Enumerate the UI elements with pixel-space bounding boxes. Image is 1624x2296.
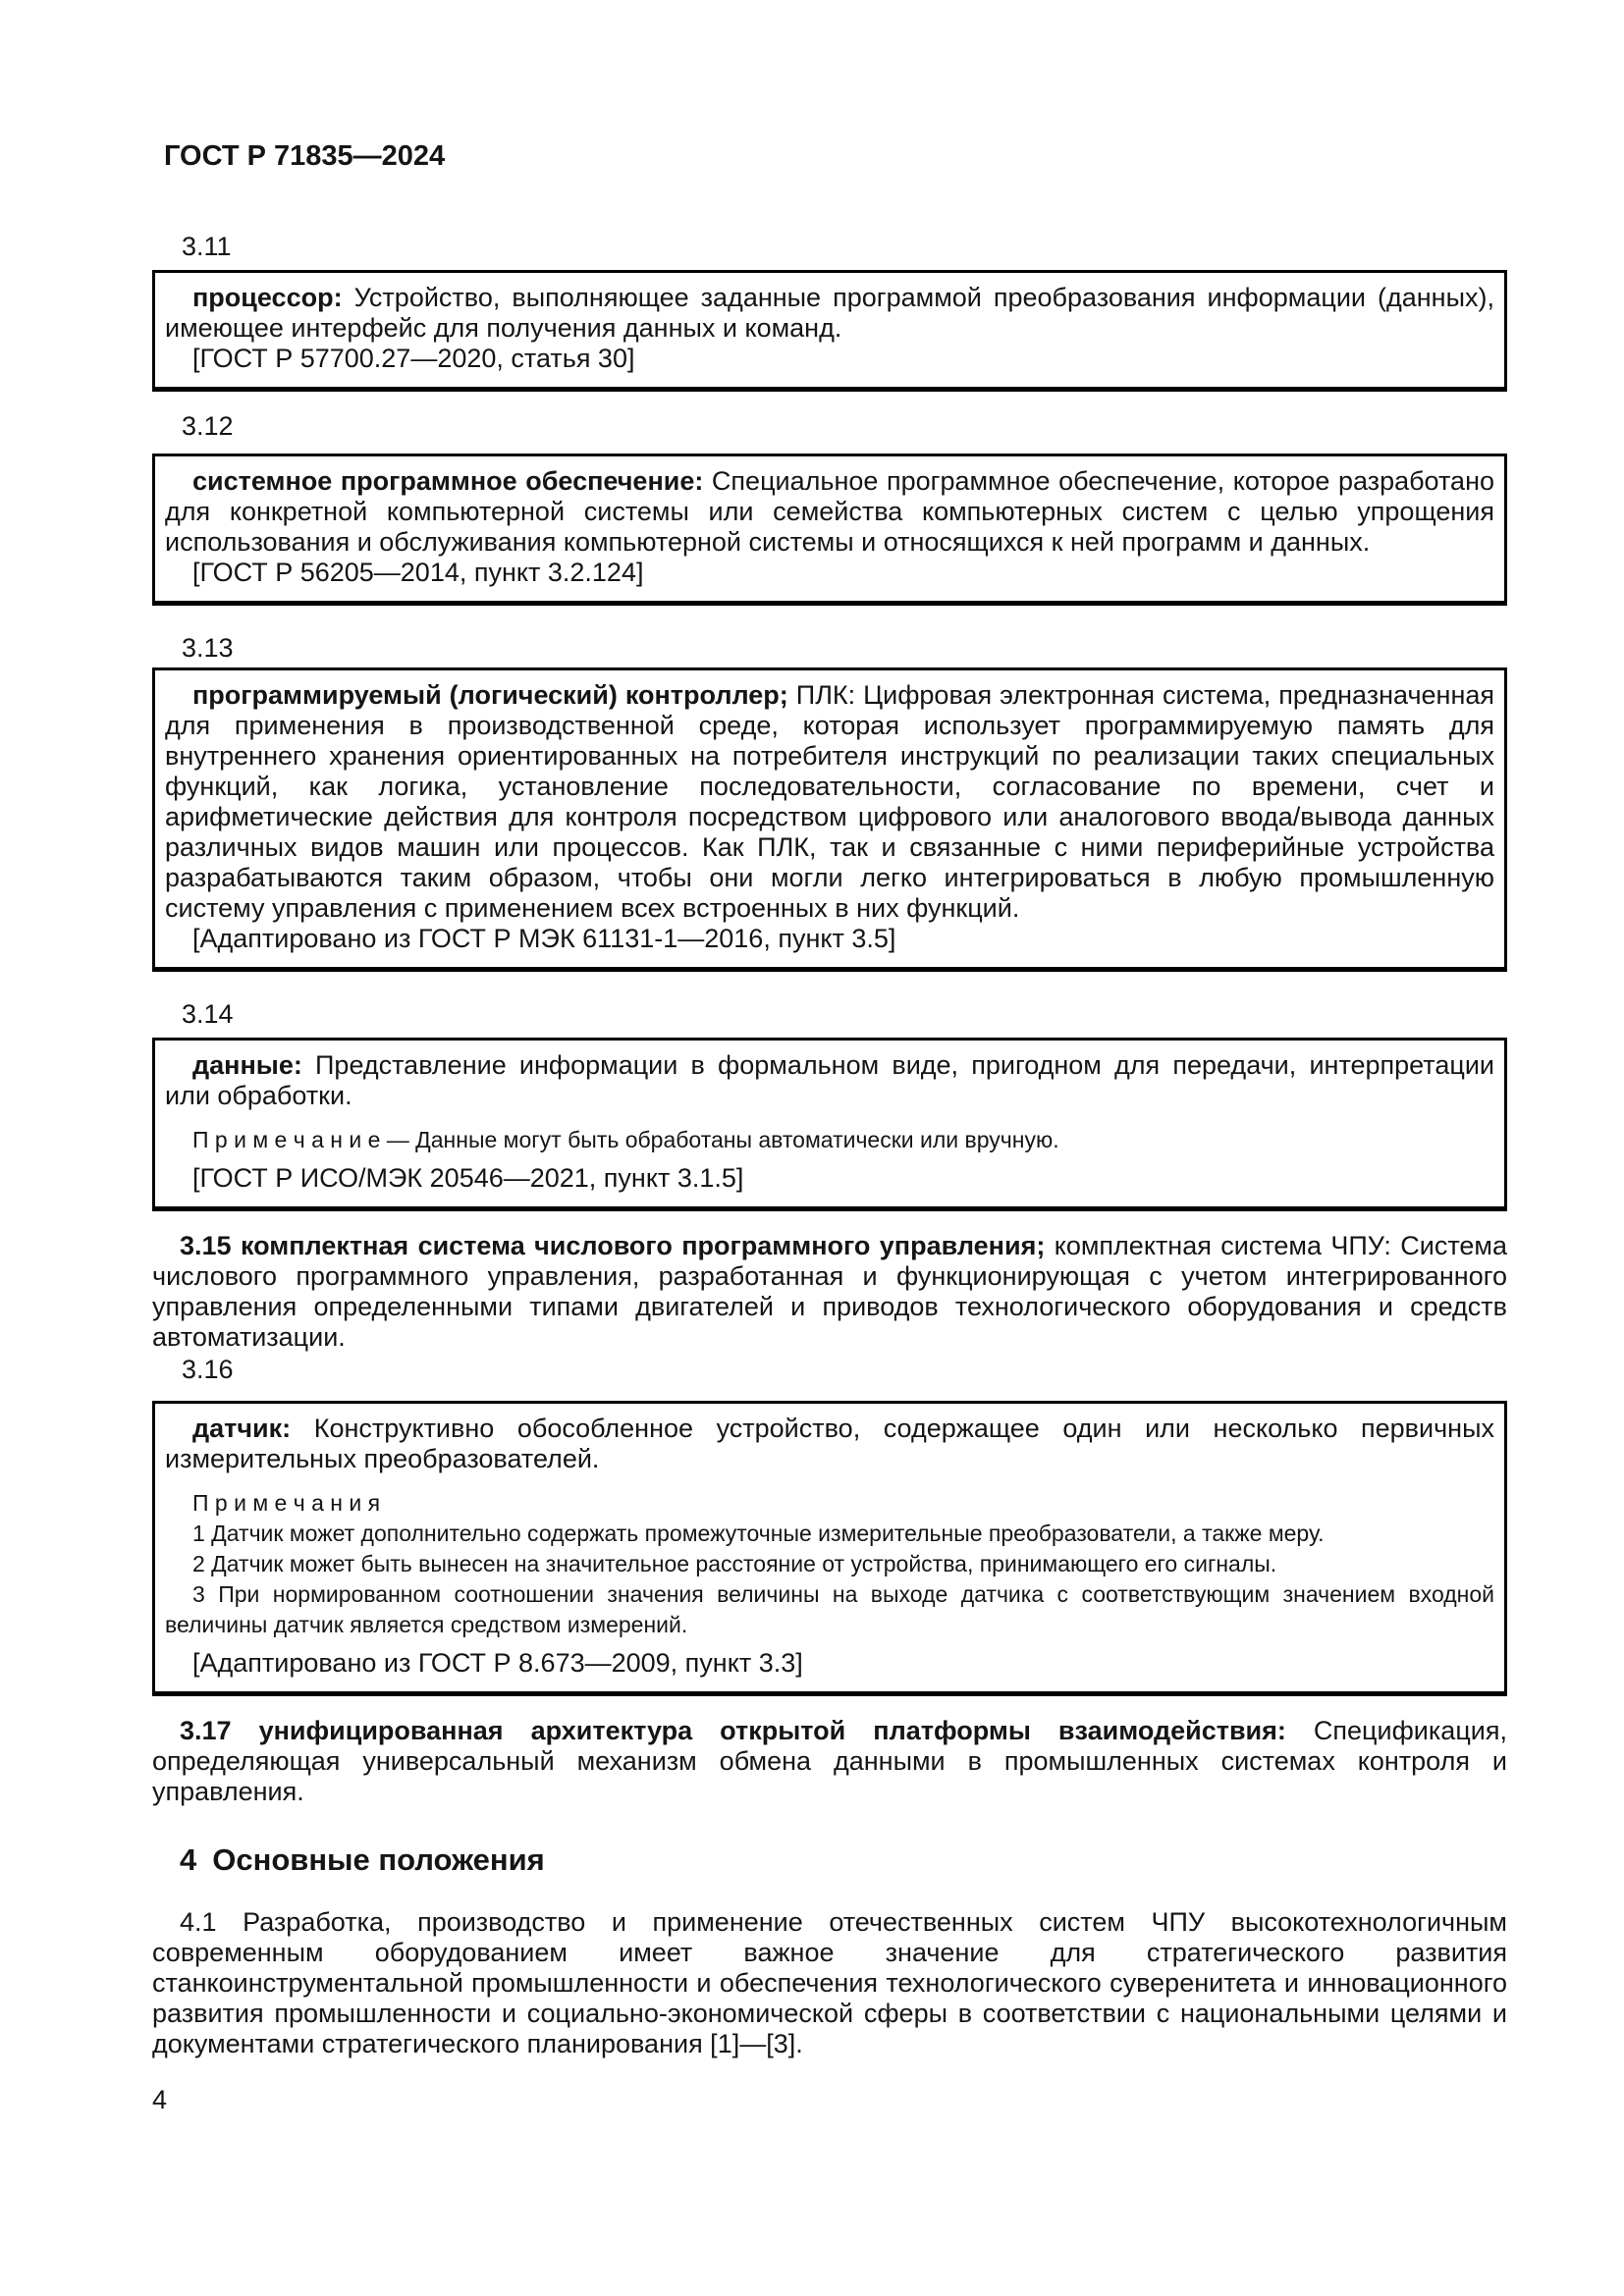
definition-3-16: Конструктивно обособленное устройство, содержащее один или несколько первичных измерительных преобразователей.: [165, 1414, 1494, 1473]
term-3-16: датчик:: [192, 1414, 292, 1443]
definition-3-17: Спецификация, определяющая универсальный механизм обмена данными в промышленных системах контроля и управления.: [152, 1716, 1507, 1806]
note-item-2: 2 Датчик может быть вынесен на значительное расстояние от устройства, принимающего его сигналы.: [192, 1551, 1277, 1576]
term-box-3-13: [152, 667, 1507, 972]
section-number-3-14: 3.14: [182, 999, 234, 1029]
term-box-3-12: [152, 454, 1507, 606]
section-number-3-11: 3.11: [182, 232, 232, 261]
section-number-3-12: 3.12: [182, 411, 234, 441]
source-3-11: [ГОСТ Р 57700.27—2020, статья 30]: [192, 344, 635, 373]
page-number: 4: [152, 2085, 168, 2114]
note-item-3: 3 При нормированном соотношении значения величины на выходе датчика с соответствующим значением входной величины датчик является средством измерений.: [165, 1581, 1494, 1637]
definition-3-13: ПЛК: Цифровая электронная система, предназначенная для применения в производственной среде, которая использует программируемую память для внутреннего хранения ориентированных на потребителя инструкций по реализации таких специальных функций, как логика, установление последовательности, согласование по времени, счет и арифметические действия для контроля посредством цифрового или аналогового ввода/вывода данных различных видов машин или процессов. Как ПЛК, так и связанные с ними периферийные устройства разрабатываются таким образом, чтобы они могли легко интегрироваться в любую промышленную систему управления с применением всех встроенных в них функций.: [165, 680, 1494, 923]
term-box-3-16: [152, 1401, 1507, 1696]
term-box-3-11: [152, 270, 1507, 392]
page-header: ГОСТ Р 71835—2024: [164, 140, 446, 172]
definition-3-14: Представление информации в формальном виде, пригодном для передачи, интерпретации или обработки.: [165, 1050, 1494, 1110]
term-definition-3-14: [165, 1050, 1494, 1111]
section-number-3-17: 3.17: [180, 1716, 232, 1745]
chapter-number: 4: [180, 1842, 197, 1877]
note-3-14: П р и м е ч а н и е — Данные могут быть обработаны автоматически или вручную.: [192, 1127, 1059, 1152]
term-3-12: системное программное обеспечение:: [192, 466, 704, 496]
term-3-13: программируемый (логический) контроллер;: [192, 680, 788, 710]
definition-3-12: Специальное программное обеспечение, которое разработано для конкретной компьютерной системы или семейства компьютерных систем с целью упрощения использования и обслуживания компьютерной системы и относящихся к ней программ и данных.: [165, 466, 1494, 557]
paragraph-3-17: [152, 1716, 1507, 1807]
term-definition-3-12: [165, 466, 1494, 558]
paragraph-3-15: [152, 1231, 1507, 1353]
section-number-3-15: 3.15: [180, 1231, 232, 1260]
chapter-title: Основные положения: [212, 1842, 545, 1877]
term-3-11: процессор:: [192, 283, 343, 312]
term-definition-3-13: [165, 680, 1494, 924]
term-definition-3-11: [165, 283, 1494, 344]
definition-3-11: Устройство, выполняющее заданные программой преобразования информации (данных), имеющее интерфейс для получения данных и команд.: [165, 283, 1494, 343]
term-3-15: комплектная система числового программного управления;: [231, 1231, 1046, 1260]
section-number-3-16: 3.16: [182, 1355, 234, 1384]
term-box-3-14: [152, 1038, 1507, 1211]
definition-3-15: комплектная система ЧПУ: Система числового программного управления, разработанная и функционирующая с учетом интегрированного управления определенными типами двигателей и приводов технологического оборудования и средств автоматизации.: [152, 1231, 1507, 1352]
section-number-3-13: 3.13: [182, 633, 234, 663]
source-3-16: [Адаптировано из ГОСТ Р 8.673—2009, пункт 3.3]: [192, 1648, 803, 1678]
note-item-1: 1 Датчик может дополнительно содержать промежуточные измерительные преобразователи, а также меру.: [192, 1521, 1325, 1546]
source-3-14: [ГОСТ Р ИСО/МЭК 20546—2021, пункт 3.1.5]: [192, 1163, 744, 1193]
source-3-12: [ГОСТ Р 56205—2014, пункт 3.2.124]: [192, 558, 644, 587]
term-3-17: унифицированная архитектура открытой платформы взаимодействия:: [231, 1716, 1286, 1745]
term-3-14: данные:: [192, 1050, 302, 1080]
source-3-13: [Адаптировано из ГОСТ Р МЭК 61131-1—2016, пункт 3.5]: [192, 924, 896, 953]
paragraph-4-1: 4.1 Разработка, производство и применение отечественных систем ЧПУ высокотехнологичным современным оборудованием имеет важное значение для стратегического развития станкоинструментальной промышленности и обеспечения технологического суверенитета и инновационного развития промышленности и социально-экономической сферы в соответствии с национальными целями и документами стратегического планирования [1]—[3].: [152, 1907, 1507, 2058]
notes-title-3-16: П р и м е ч а н и я: [192, 1490, 381, 1516]
term-definition-3-16: [165, 1414, 1494, 1474]
chapter-heading: [180, 1842, 1507, 1878]
